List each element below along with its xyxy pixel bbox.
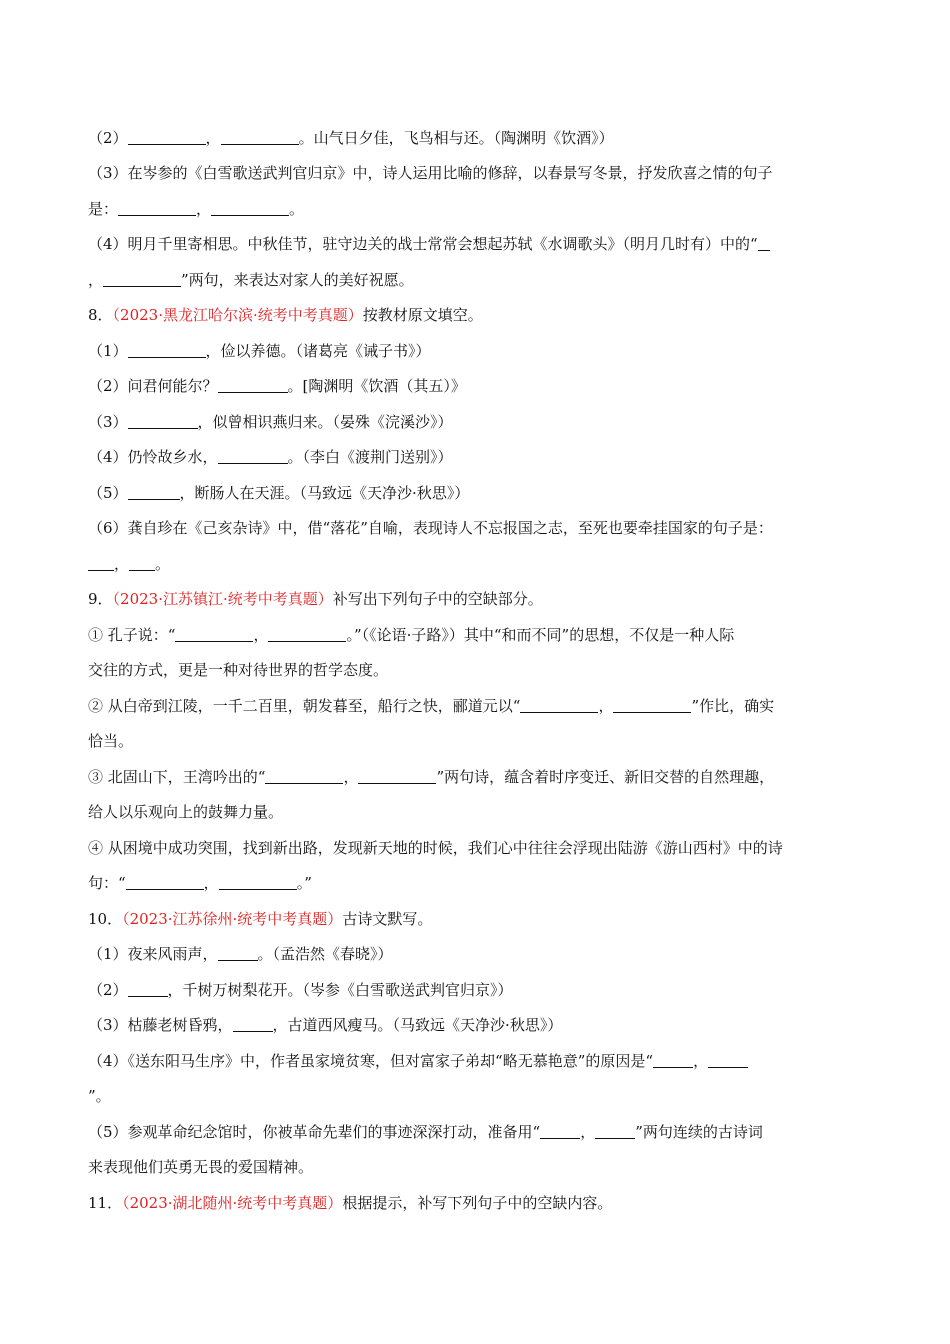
answer-blank[interactable] [758,236,770,251]
answer-blank[interactable] [211,201,289,216]
q10-item-2: （2） ，千树万树梨花开。（岑参《白雪歌送武判官归京》） [88,981,513,999]
answer-blank[interactable] [540,1124,580,1139]
answer-blank[interactable] [613,698,691,713]
answer-blank[interactable] [128,130,206,145]
answer-blank[interactable] [653,1053,693,1068]
answer-blank[interactable] [118,201,196,216]
q8-item-6: （6）龚自珍在《己亥杂诗》中，借“落花”自喻，表现诗人不忘报国之志，至死也要牵挂国家的句子是： [88,519,773,537]
answer-blank[interactable] [218,378,288,393]
q7-item-2: （2） ， 。山气日夕佳，飞鸟相与还。（陶渊明《饮酒》） [88,129,614,147]
answer-blank[interactable] [128,343,206,358]
q10-item-4-cont: ”。 [88,1087,111,1105]
answer-blank[interactable] [708,1053,748,1068]
answer-blank[interactable] [126,875,204,890]
q9-item-4-cont: 句：“ ， 。” [88,874,312,892]
question-8-header: 8．（2023·黑龙江哈尔滨·统考中考真题）按教材原文填空。 [88,306,483,324]
question-10-header: 10．（2023·江苏徐州·统考中考真题）古诗文默写。 [88,910,433,928]
q8-item-2: （2）问君何能尔？ 。[陶渊明《饮酒（其五）》 [88,377,466,395]
q9-item-1-cont: 交往的方式，更是一种对待世界的哲学态度。 [88,661,389,679]
q7-item-4: （4）明月千里寄相思。中秋佳节，驻守边关的战士常常会想起苏轼《水调歌头》（明月几时有）中的“ [88,234,770,254]
q9-item-2-cont: 恰当。 [88,732,134,750]
q8-item-3: （3） ，似曾相识燕归来。（晏殊《浣溪沙》） [88,413,453,431]
answer-blank[interactable] [265,769,343,784]
q9-item-4: ④ 从困境中成功突围，找到新出路，发现新天地的时候，我们心中往往会浮现出陆游《游山西村》中的诗 [88,839,783,857]
q7-item-4-cont: ， ”两句，来表达对家人的美好祝愿。 [88,271,414,289]
q8-item-1: （1） ，俭以养德。（诸葛亮《诫子书》） [88,342,431,360]
answer-blank[interactable] [221,130,299,145]
q10-item-5: （5）参观革命纪念馆时，你被革命先辈们的事迹深深打动，准备用“ ， ”两句连续的古诗词 [88,1123,763,1141]
answer-blank[interactable] [103,272,181,287]
answer-blank[interactable] [128,414,198,429]
q9-item-3-cont: 给人以乐观向上的鼓舞力量。 [88,803,284,821]
answer-blank[interactable] [88,556,114,571]
q9-item-3: ③ 北固山下，王湾吟出的“ ， ”两句诗，蕴含着时序变迁、新旧交替的自然理趣， [88,768,775,786]
answer-blank[interactable] [595,1124,635,1139]
answer-blank[interactable] [233,1017,273,1032]
q8-item-6-cont: ， 。 [88,554,170,574]
answer-blank[interactable] [128,982,168,997]
q10-item-5-cont: 来表现他们英勇无畏的爱国精神。 [88,1158,314,1176]
answer-blank[interactable] [129,556,155,571]
question-9-header: 9．（2023·江苏镇江·统考中考真题）补写出下列句子中的空缺部分。 [88,590,543,608]
q8-item-4: （4）仍怜故乡水， 。（李白《渡荆门送别》） [88,448,453,466]
answer-blank[interactable] [520,698,598,713]
answer-blank[interactable] [218,946,258,961]
answer-blank[interactable] [218,449,288,464]
q7-item-3-cont: 是： ， 。 [88,200,305,218]
question-source: （2023·江苏镇江·统考中考真题） [112,590,333,608]
question-source: （2023·湖北随州·统考中考真题） [122,1194,343,1212]
question-11-header: 11．（2023·湖北随州·统考中考真题）根据提示，补写下列句子中的空缺内容。 [88,1194,613,1212]
question-source: （2023·黑龙江哈尔滨·统考中考真题） [112,306,363,324]
q10-item-4: （4）《送东阳马生序》中，作者虽家境贫寒，但对富家子弟却“略无慕艳意”的原因是“ ， [88,1051,748,1071]
answer-blank[interactable] [219,875,297,890]
answer-blank[interactable] [358,769,436,784]
q8-item-5: （5） ，断肠人在天涯。（马致远《天净沙·秋思》） [88,484,470,502]
answer-blank[interactable] [128,485,180,500]
answer-blank[interactable] [268,627,346,642]
q9-item-1: ① 孔子说：“ ， 。”（《论语·子路》）其中“和而不同”的思想，不仅是一种人际 [88,626,735,644]
answer-blank[interactable] [175,627,253,642]
q7-item-3: （3）在岑参的《白雪歌送武判官归京》中，诗人运用比喻的修辞，以春景写冬景，抒发欣喜之情的句子 [88,164,773,182]
q9-item-2: ② 从白帝到江陵，一千二百里，朝发暮至，船行之快，郦道元以“ ， ”作比，确实 [88,697,775,715]
q10-item-1: （1）夜来风雨声， 。（孟浩然《春晓》） [88,945,393,963]
question-source: （2023·江苏徐州·统考中考真题） [122,910,343,928]
q10-item-3: （3）枯藤老树昏鸦， ，古道西风瘦马。（马致远《天净沙·秋思》） [88,1016,563,1034]
